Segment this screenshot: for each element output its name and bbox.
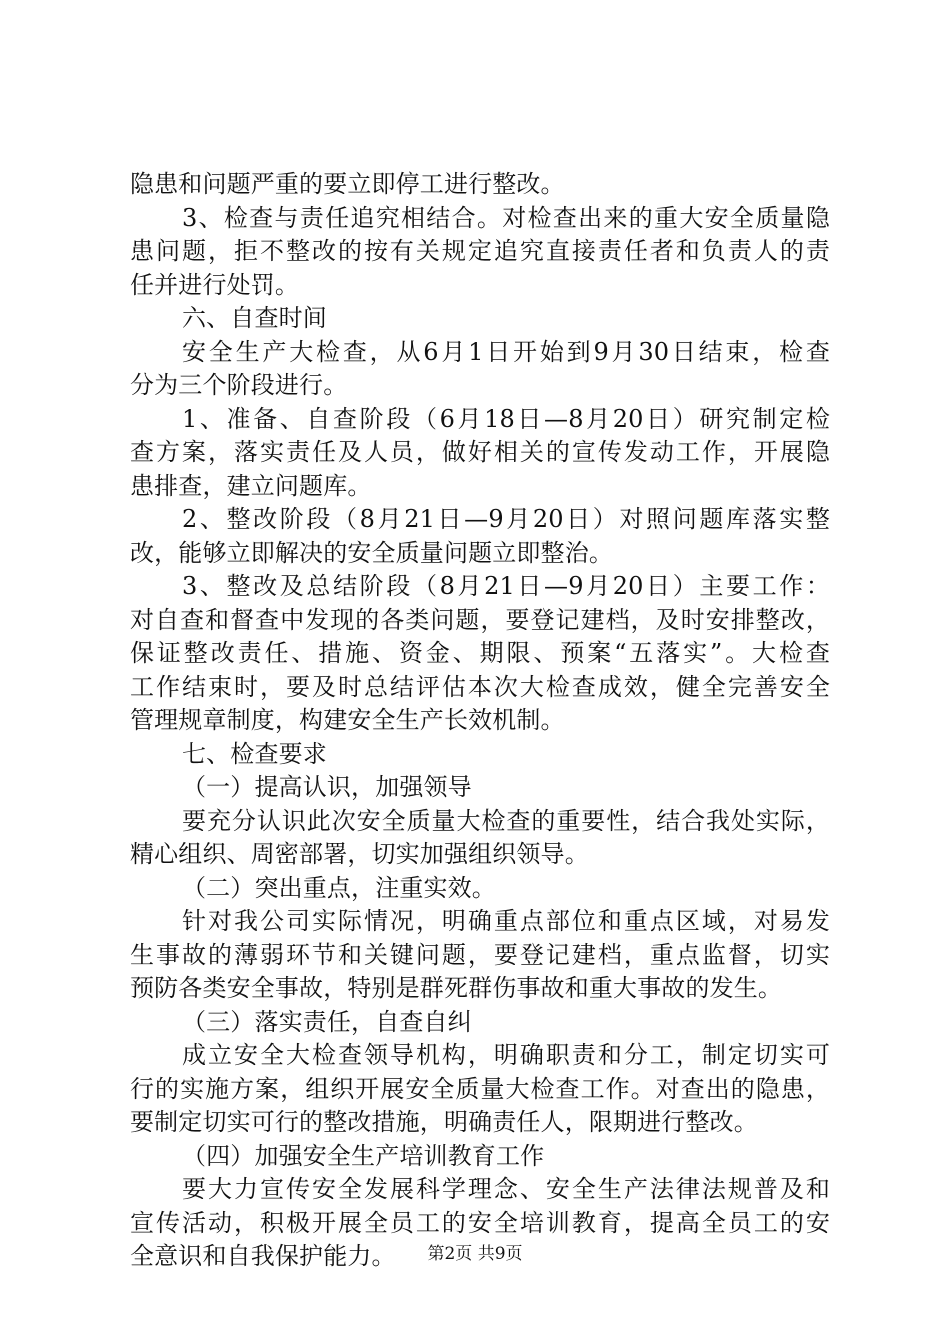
text-line: 安全生产大检查，从6月1日开始到9月30日结束，检查 (182, 337, 830, 366)
subsection-heading: （四）加强安全生产培训教育工作 (182, 1141, 545, 1170)
section-heading: 七、检查要求 (182, 739, 327, 768)
text-line: 行的实施方案，组织开展安全质量大检查工作。对查出的隐患， (130, 1074, 830, 1103)
text-line: 查方案，落实责任及人员，做好相关的宣传发动工作，开展隐 (130, 438, 830, 466)
text-line: 生事故的薄弱环节和关键问题，要登记建档，重点监督，切实 (130, 940, 830, 969)
text-line: 改，能够立即解决的安全质量问题立即整治。 (130, 538, 613, 567)
text-line: 预防各类安全事故，特别是群死群伤事故和重大事故的发生。 (130, 974, 783, 1002)
text-line: 患问题，拒不整改的按有关规定追究直接责任者和负责人的责 (130, 237, 830, 265)
section-heading: 六、自查时间 (182, 304, 327, 332)
text-line: 全意识和自我保护能力。 (130, 1242, 396, 1270)
subsection-heading: （三）落实责任，自查自纠 (182, 1007, 472, 1036)
text-line: 管理规章制度，构建安全生产长效机制。 (130, 706, 565, 734)
text-line: 分为三个阶段进行。 (130, 371, 348, 399)
text-line: 任并进行处罚。 (130, 270, 300, 299)
text-line: 成立安全大检查领导机构，明确职责和分工，制定切实可 (182, 1041, 830, 1069)
text-line: 要充分认识此次安全质量大检查的重要性，结合我处实际， (182, 806, 830, 835)
text-line: 隐患和问题严重的要立即停工进行整改。 (130, 170, 565, 198)
text-line: 要大力宣传安全发展科学理念、安全生产法律法规普及和 (182, 1175, 830, 1203)
text-line: 3、检查与责任追究相结合。对检查出来的重大安全质量隐 (182, 203, 830, 232)
subsection-heading: （一）提高认识，加强领导 (182, 773, 472, 801)
text-line: 1、准备、自查阶段（6月18日—8月20日）研究制定检 (182, 404, 830, 433)
text-line: 精心组织、周密部署，切实加强组织领导。 (130, 840, 589, 868)
text-line: 保证整改责任、措施、资金、期限、预案“五落实”。大检查 (130, 639, 830, 667)
text-line: 患排查，建立问题库。 (130, 471, 372, 500)
text-line: 要制定切实可行的整改措施，明确责任人，限期进行整改。 (130, 1108, 758, 1136)
subsection-heading: （二）突出重点，注重实效。 (182, 873, 496, 902)
text-line: 对自查和督查中发现的各类问题，要登记建档，及时安排整改， (130, 605, 830, 634)
text-line: 针对我公司实际情况，明确重点部位和重点区域，对易发 (182, 907, 830, 935)
text-line: 宣传活动，积极开展全员工的安全培训教育，提高全员工的安 (130, 1208, 830, 1237)
text-line: 2、整改阶段（8月21日—9月20日）对照问题库落实整 (182, 505, 830, 533)
document-body (130, 168, 830, 1274)
text-line: 3、整改及总结阶段（8月21日—9月20日）主要工作： (182, 572, 830, 600)
page-footer: 第2页 共9页 (427, 1244, 523, 1264)
text-line: 工作结束时，要及时总结评估本次大检查成效，健全完善安全 (130, 672, 830, 701)
